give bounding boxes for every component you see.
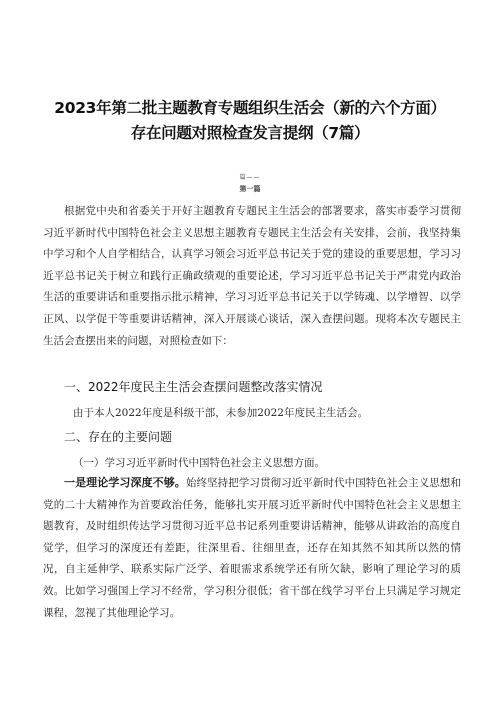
- document-title-line1: 2023年第二批主题教育专题组织生活会（新的六个方面）: [54, 99, 446, 117]
- heading-1-text: 由于本人2022年度是科级干部，未参加2022年度民主生活会。: [73, 407, 368, 419]
- document-title-line2: 存在问题对照检查发言提纲（7篇）: [130, 124, 370, 142]
- small-label: 篇——: [239, 174, 261, 181]
- heading-2: 二、存在的主要问题: [64, 430, 173, 444]
- bold-lead: 一是理论学习深度不够。: [64, 476, 186, 489]
- subheading-1: （一）学习习近平新时代中国特色社会主义思想方面。: [73, 457, 325, 469]
- problem-paragraph-body: 始终坚持把学习贯彻习近平新时代中国特色社会主义思想和党的二十大精神作为首要政治任务，能够扎实开展习近平新时代中国特色社会主义思想主题教育，及时组织传达学习贯彻习近平总书记系列重要讲话精神，能够从讲政治的高度自觉学，但学习的深度还有差距，往深里看、往细里查，还存在知其然不知其所以然的情况，自主延伸学、联系实际广泛学、着眼需求系统学还有所欠缺，影响了理论学习的质效。比如学习强国上学习不经常，学习积分很低；省干部在线学习平台上只满足学习规定课程，忽视了其他理论学习。: [43, 477, 461, 619]
- section-label: 第一篇: [239, 184, 261, 193]
- intro-paragraph: 根据党中央和省委关于开好主题教育专题民主生活会的部署要求，落实市委学习贯彻习近平新时代中国特色社会主义思想主题教育专题民主生活会有关安排，会前，我坚持集中学习和个人自学相结合，认真学习领会习近平总书记关于党的建设的重要思想，学习习近平总书记关于树立和践行正确政绩观的重要论述，学习习近平总书记关于严肃党内政治生活的重要讲话和重要指示批示精神，学习习近平总书记关于以学铸魂、以学增智、以学正风、以学促干等重要讲话精神，深入开展谈心谈话，深入查摆问题。现将本次专题民主生活会查摆出来的问题，对照检查如下：: [43, 205, 461, 347]
- problem-paragraph: [43, 472, 461, 624]
- heading-1: 一、2022年度民主生活会查摆问题整改落实情况: [64, 380, 323, 394]
